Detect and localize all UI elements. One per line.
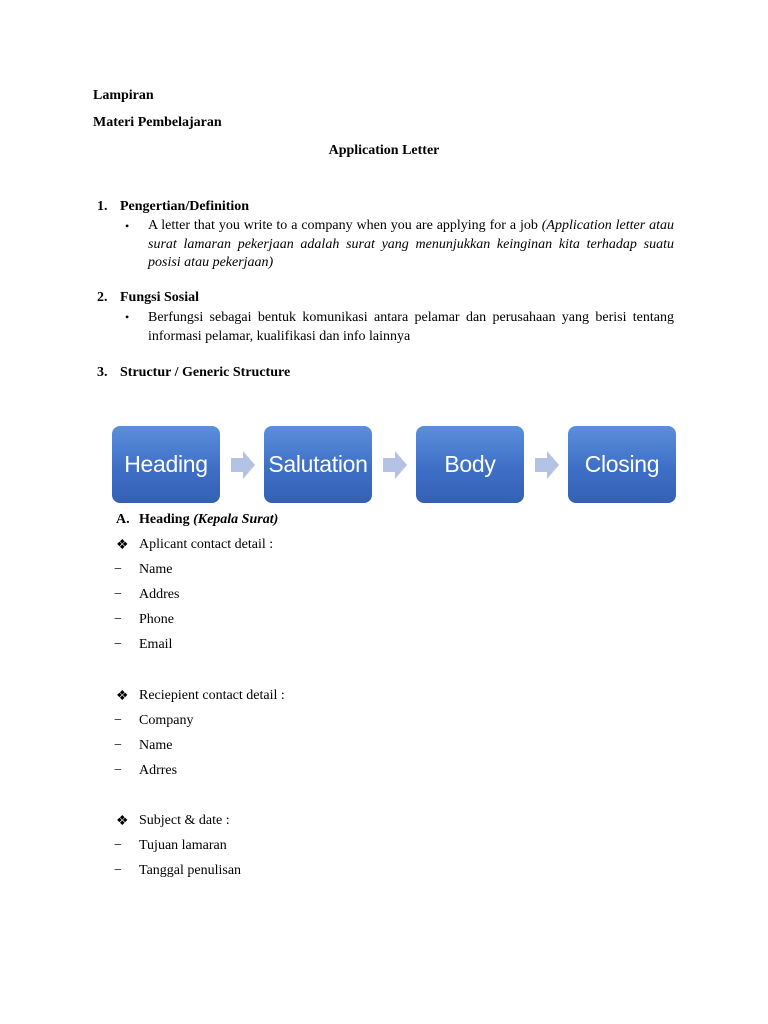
flow-step-heading: Heading: [112, 426, 220, 503]
diamond-bullet-icon: ❖: [116, 814, 129, 829]
dash-icon: −: [114, 562, 122, 577]
list-item: Name: [139, 562, 173, 577]
group-label: Subject & date :: [139, 813, 230, 828]
arrow-right-icon: [231, 451, 255, 479]
arrow-right-icon: [535, 451, 559, 479]
materi-heading: Materi Pembelajaran: [93, 115, 222, 130]
definition-italic-text: (Application letter atau surat lamaran pekerjaan adalah surat yang menunjukkan keinginan kita terhadap suatu posisi atau pekerjaan): [148, 218, 675, 270]
diamond-bullet-icon: ❖: [116, 689, 129, 704]
lampiran-heading: Lampiran: [93, 88, 154, 103]
group-label: Reciepient contact detail :: [139, 688, 285, 703]
definition-text: A letter that you write to a company when you are applying for a job: [148, 218, 538, 233]
bullet-icon: •: [125, 219, 130, 233]
diamond-bullet-icon: ❖: [116, 538, 129, 553]
subsection-title-text: Heading: [139, 512, 190, 527]
document-title: Application Letter: [328, 143, 440, 158]
arrow-right-icon: [383, 451, 407, 479]
dash-icon: −: [114, 863, 122, 878]
list-item: Company: [139, 713, 194, 728]
section-3-title: Structur / Generic Structure: [120, 365, 291, 380]
group-label: Aplicant contact detail :: [139, 537, 274, 552]
flow-step-closing: Closing: [568, 426, 676, 503]
dash-icon: −: [114, 637, 122, 652]
dash-icon: −: [114, 738, 122, 753]
dash-icon: −: [114, 612, 122, 627]
section-1-paragraph: [148, 217, 674, 273]
bullet-icon: •: [125, 310, 130, 324]
subsection-title-italic: (Kepala Surat): [193, 512, 279, 527]
list-item: Addres: [139, 587, 180, 602]
subsection-title: [139, 512, 278, 528]
dash-icon: −: [114, 763, 122, 778]
list-item: Adrres: [139, 763, 178, 778]
list-item: Phone: [139, 612, 174, 627]
list-item: Tujuan lamaran: [139, 838, 227, 853]
dash-icon: −: [114, 838, 122, 853]
dash-icon: −: [114, 587, 122, 602]
section-2-title: Fungsi Sosial: [120, 290, 199, 305]
flow-step-body: Body: [416, 426, 524, 503]
section-2-paragraph: Berfungsi sebagai bentuk komunikasi antara pelamar dan perusahaan yang berisi tentang informasi pelamar, kualifikasi dan info lainnya: [148, 310, 674, 344]
section-1-title: Pengertian/Definition: [120, 199, 250, 214]
structure-flow-diagram: [112, 426, 677, 503]
flow-step-salutation: Salutation: [264, 426, 372, 503]
dash-icon: −: [114, 713, 122, 728]
section-2-number: 2.: [97, 290, 108, 305]
section-3-number: 3.: [97, 365, 108, 380]
list-item: Name: [139, 738, 173, 753]
list-item: Email: [139, 637, 173, 652]
subsection-letter: A.: [116, 512, 130, 527]
list-item: Tanggal penulisan: [139, 863, 242, 878]
section-1-number: 1.: [97, 199, 108, 214]
